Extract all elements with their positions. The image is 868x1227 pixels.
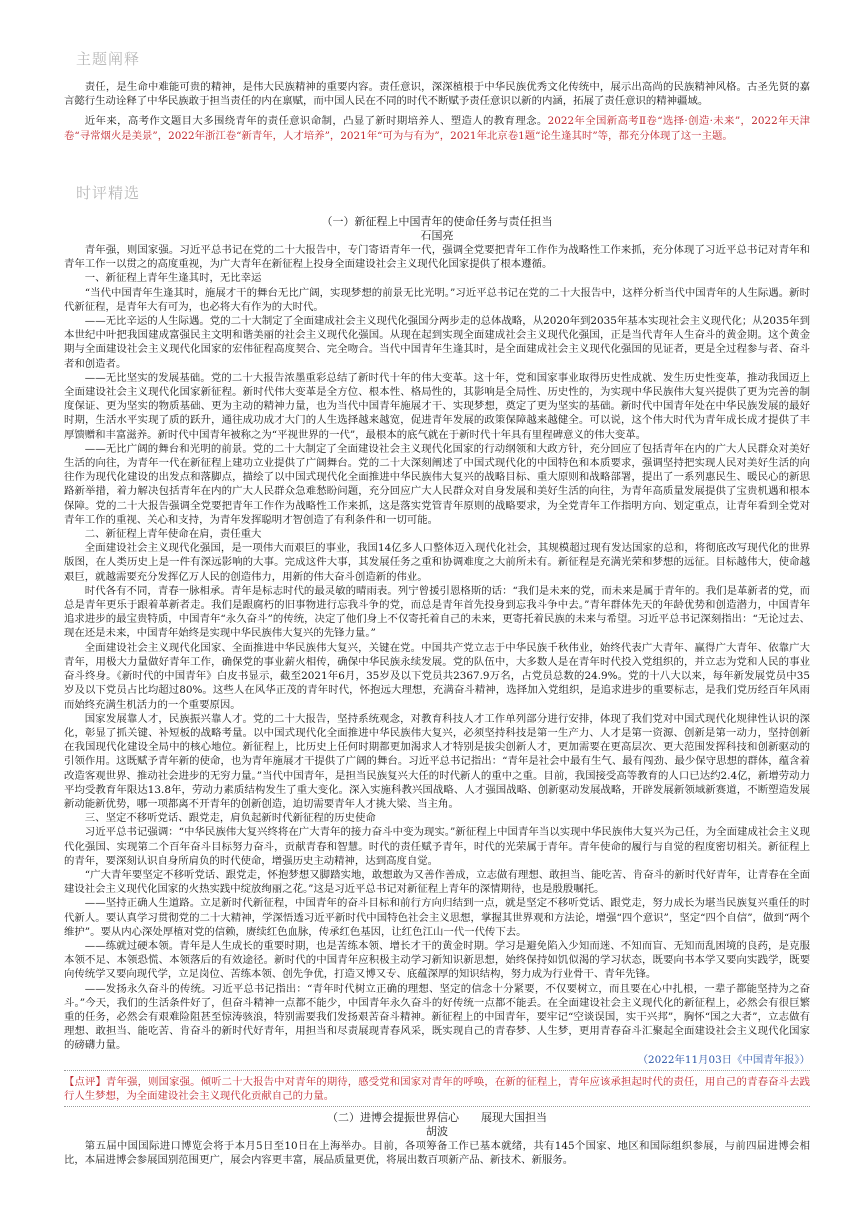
intro-highlight: 2022年全国新高考Ⅱ卷“选择·创造·未来”，2022年天津卷“寻常烟火是美景”，2022年浙江卷“新青年，人才培养”，2021年“可为与有为”，2021年北京卷1题“论生逢其时”等，都充分体现了这一主题。 [64, 115, 810, 142]
comment-label: 【点评】 [64, 1075, 107, 1088]
article-author: 胡波 [426, 1125, 448, 1139]
paragraph: 全面建设社会主义现代化国家、全面推进中华民族伟大复兴，关键在党。中国共产党立志于中华民族千秋伟业，始终代表广大青年、赢得广大青年、依靠广大青年，用极大力量做好青年工作，确保党的事业薪火相传，确保中华民族永续发展。党的队伍中，大多数人是在青年时代投入党组织的，并立志为党和人民的事业奋斗终身。《新时代的中国青年》白皮书显示，截至2021年6月，35岁及以下党员共2367.9万名，占党员总数的24.9%。党的十八大以来，每年新发展党员中35岁及以下党员占比均超过80%。这些人在风华正茂的青年时代，怀抱远大理想，充满奋斗精神，选择加入党组织，是追求进步的重要标志，是我们党历经百年风雨而始终充满生机活力的一个重要原因。 [64, 641, 810, 711]
paragraph: 国家发展靠人才，民族振兴靠人才。党的二十大报告，坚持系统观念，对教育科技人才工作单列部分进行安排，体现了我们党对中国式现代化规律性认识的深化，彰显了抓关键、补短板的战略考量。以中国式现代化全面推进中华民族伟大复兴，必须坚持科技是第一生产力、人才是第一资源、创新是第一动力，坚持创新在我国现代化建设全局中的核心地位。新征程上，比历史上任何时期都更加渴求人才特别是拔尖创新人才，更加需要在更高层次、更大范围发挥科技和创新驱动的引领作用。这既赋予青年新的使命，也为青年施展才干提供了广阔的舞台。习近平总书记指出：“青年是社会中最有生气、最有闯劲、最少保守思想的群体，蕴含着改造客观世界、推动社会进步的无穷力量。”当代中国青年，是担当民族复兴大任的时代新人的重中之重。目前，我国接受高等教育的人口已达约2.4亿，新增劳动力平均受教育年限达13.8年，劳动力素质结构发生了重大变化。深入实施科教兴国战略、人才强国战略、创新驱动发展战略，开辟发展新领域新赛道，不断塑造发展新动能新优势，哪一项都离不开青年的创新创造，迫切需要青年人才挑大梁、当主角。 [64, 712, 810, 810]
divider [64, 1070, 810, 1071]
paragraph: ——练就过硬本领。青年是人生成长的重要时期，也是苦练本领、增长才干的黄金时期。学习是避免陷入少知而迷、不知而盲、无知而乱困境的良药，是克服本领不足、本领恐慌、本领落后的有效途径。新时代的中国青年应积极主动学习新知识新思想，始终保持如饥似渴的学习状态，既要向书本学又要向实践学，既要向传统学又要向现代学，立足岗位、苦练本领、创先争优，打造又博又专、底蕴深厚的知识结构，努力成为行业骨干、青年先锋。 [64, 939, 810, 981]
commentary-block [64, 215, 810, 1168]
intro-paragraph: 责任，是生命中难能可贵的精神，是伟大民族精神的重要内容。责任意识，深深植根于中华民族优秀文化传统中，展示出高尚的民族精神风格。古圣先贤的嘉言懿行生动诠释了中华民族敢于担当责任的内在禀赋，而中国人民在不同的时代不断赋予责任意识以新的内涵，拓展了责任意识的精神疆域。 [64, 81, 810, 108]
intro-paragraph [64, 114, 810, 142]
subheading: 三、坚定不移听党话、跟党走，肩负起新时代新征程的历史使命 [84, 812, 376, 825]
paragraph: “当代中国青年生逢其时，施展才干的舞台无比广阔，实现梦想的前景无比光明。”习近平总书记在党的二十大报告中，这样分析当代中国青年的人生际遇。新时代新征程，是青年大有可为，也必将大有作为的大时代。 [64, 286, 810, 313]
paragraph: ——发扬永久奋斗的传统。习近平总书记指出：“青年时代树立正确的理想、坚定的信念十分紧要，不仅要树立，而且要在心中扎根，一辈子都能坚持为之奋斗。”今天，我们的生活条件好了，但奋斗精神一点都不能少，中国青年永久奋斗的好传统一点都不能丢。在全面建设社会主义现代化的新征程上，必然会有很巨繁重的任务，必然会有艰难险阻甚至惊涛骇浪，特别需要我们发扬艰苦奋斗精神。新征程上的中国青年，要牢记“空谈误国，实干兴邦”，胸怀“国之大者”，立志做有理想、敢担当、能吃苦、肯奋斗的新时代好青年，用担当和尽责展现青春风采，既实现自己的青春梦、人生梦，更用青春奋斗汇聚起全面建设社会主义现代化国家的磅礴力量。 [64, 982, 810, 1052]
paragraph: ——无比坚实的发展基础。党的二十大报告浓墨重彩总结了新时代十年的伟大变革。这十年，党和国家事业取得历史性成就、发生历史性变革，推动我国迈上全面建设社会主义现代化国家新征程。新时代伟大变革是全方位、根本性、格局性的，其影响是全局性、历史性的，为实现中华民族伟大复兴提供了更为完善的制度保证、更为坚实的物质基础、更为主动的精神力量，也为当代中国青年施展才干、实现梦想，奠定了更为坚实的基础。新时代中国青年处在中华民族发展的最好时期，生活水平实现了质的跃升，通往成功成才大门的人生选择越来越宽，促进青年发展的政策保障越来越健全。可以说，这个伟大时代为青年成长成才提供了丰厚馈赠和丰富滋养。新时代中国青年被称之为“平视世界的一代”，最根本的底气就在于新时代十年具有里程碑意义的伟大变革。 [64, 371, 810, 441]
paragraph: ——无比广阔的舞台和光明的前景。党的二十大制定了全面建设社会主义现代化国家的行动纲领和大政方针，充分回应了包括青年在内的广大人民群众对美好生活的向往，为青年一代在新征程上建功立业提供了广阔舞台。党的二十大深刻阐述了中国式现代化的中国特色和本质要求，强调坚持把实现人民对美好生活的向往作为现代化建设的出发点和落脚点，描绘了以中国式现代化全面推进中华民族伟大复兴的战略目标、重大原则和战略部署，提出了一系列惠民生、暖民心的新思路新举措，着力解决包括青年在内的广大人民群众急难愁盼问题，充分回应广大人民群众对自身发展和美好生活的向往，为青年高质量发展提供了宝贵机遇和根本保障。党的二十大报告强调全党要把青年工作作为战略性工作来抓，这是落实党管青年原则的战略要求，为全党青年工作指明方向、划定重点，让青年看到全党对青年工作的重视、关心和支持，为青年发挥聪明才智创造了有利条件和一切可能。 [64, 442, 810, 526]
article-title: （二）进博会提振世界信心 展现大国担当 [327, 1111, 547, 1125]
paragraph: 全面建设社会主义现代化强国，是一项伟大而艰巨的事业，我国14亿多人口整体迈入现代化社会，其规模超过现有发达国家的总和，将彻底改写现代化的世界版图，在人类历史上是一件有深远影响的大事。完成这件大事，其发展任务之重和协调难度之大前所未有。新征程是充满光荣和梦想的远征。目标越伟大，使命越艰巨，就越需要充分发挥亿万人民的创造伟力，用新的伟大奋斗创造新的伟业。 [64, 542, 810, 583]
paragraph: 习近平总书记强调：“中华民族伟大复兴终将在广大青年的接力奋斗中变为现实。”新征程上中国青年当以实现中华民族伟大复兴为己任，为全面建成社会主义现代化强国、实现第二个百年奋斗目标努力奋斗，贡献青春和智慧。时代的责任赋予青年，时代的光荣属于青年。青年使命的履行与自觉的程度密切相关。新征程上的青年，要深刻认识自身所肩负的时代使命，增强历史主动精神，达到高度自觉。 [64, 826, 810, 867]
paragraph: ——无比辛运的人生际遇。党的二十大制定了全面建成社会主义现代化强国分两步走的总体战略，从2020年到2035年基本实现社会主义现代化；从2035年到本世纪中叶把我国建成富强民主文明和谐美丽的社会主义现代化强国。从现在起到实现全面建成社会主义现代化强国，正是当代青年人生奋斗的黄金期。这个黄金期与全面建设社会主义现代化国家的宏伟征程高度契合、完全吻合。当代中国青年生逢其时，是全面建成社会主义现代化强国的见证者，更是全过程参与者、奋斗者和创造者。 [64, 315, 810, 370]
divider [64, 1106, 810, 1107]
paragraph: ——坚持正确人生道路。立足新时代新征程，中国青年的奋斗目标和前行方向归结到一点，就是坚定不移听党话、跟党走，努力成长为堪当民族复兴重任的时代新人。要认真学习贯彻党的二十大精神，学深悟透习近平新时代中国特色社会主义思想，掌握其世界观和方法论，增强“四个意识”，坚定“四个自信”，做到“两个维护”。要从内心深处厚植对党的信赖，赓续红色血脉，传承红色基因，让红色江山一代一代传下去。 [64, 897, 810, 938]
subheading: 二、新征程上青年使命在肩，责任重大 [84, 528, 262, 541]
paragraph: 第五届中国国际进口博览会将于本月5日至10日在上海举办。目前，各项筹备工作已基本就绪，共有145个国家、地区和国际组织参展，与前四届进博会相比，本届进博会参展国别范围更广，展会内容更丰富，展品质量更优，将展出数百项新产品、新技术、新服务。 [64, 1140, 810, 1167]
intro-block [64, 80, 810, 143]
article-title: （一）新征程上中国青年的使命任务与责任担当 [321, 215, 553, 228]
article-source: （2022年11月03日《中国青年报》） [637, 1053, 810, 1066]
paragraph: “广大青年要坚定不移听党话、跟党走，怀抱梦想又脚踏实地，敢想敢为又善作善成，立志做有理想、敢担当、能吃苦、肯奋斗的新时代好青年，让青春在全面建设社会主义现代化国家的火热实践中绽放绚丽之花。”这是习近平总书记对新征程上青年的深情期待，也是殷殷嘱托。 [64, 868, 810, 896]
subheading: 一、新征程上青年生逢其时，无比幸运 [84, 272, 262, 285]
article-author: 石国亮 [420, 229, 454, 242]
comment-text: 青年强，则国家强。倾听二十大报告中对青年的期待，感受党和国家对青年的呼唤，在新的征程上，青年应该承担起时代的责任，用自己的青春奋斗去践行人生梦想，为全面建设社会主义现代化贡献自己的力量。 [64, 1075, 811, 1102]
paragraph: 时代各有不同，青春一脉相承。青年是标志时代的最灵敏的晴雨表。列宁曾援引恩格斯的话：“我们是未来的党，而未来是属于青年的。我们是革新者的党，而总是青年更乐于跟着革新者走。我们是跟腐朽的旧事物进行忘我斗争的党，而总是青年首先投身到忘我斗争中去。”青年群体先天的年龄优势和创造潜力，中国青年追求进步的最宝贵特质，中国青年“永久奋斗”的传统，决定了他们身上不仅寄托着自己的未来，更寄托着民族的未来与希望。习近平总书记深刻指出：“无论过去、现在还是未来，中国青年始终是实现中华民族伟大复兴的先锋力量。” [64, 584, 810, 640]
section-heading-theme: 主题阐释 [76, 50, 141, 68]
section-heading-commentary: 时评精选 [76, 184, 141, 202]
comment [64, 1075, 810, 1103]
paragraph: 青年强，则国家强。习近平总书记在党的二十大报告中，专门寄语青年一代，强调全党要把青年工作作为战略性工作来抓，充分体现了习近平总书记对青年和青年工作一以贯之的高度重视，为广大青年在新征程上投身全面建设社会主义现代化国家提供了根本遵循。 [64, 244, 810, 271]
intro-text: 近年来，高考作文题目大多围绕青年的责任意识命制，凸显了新时期培养人、塑造人的教育理念。 [84, 115, 548, 128]
